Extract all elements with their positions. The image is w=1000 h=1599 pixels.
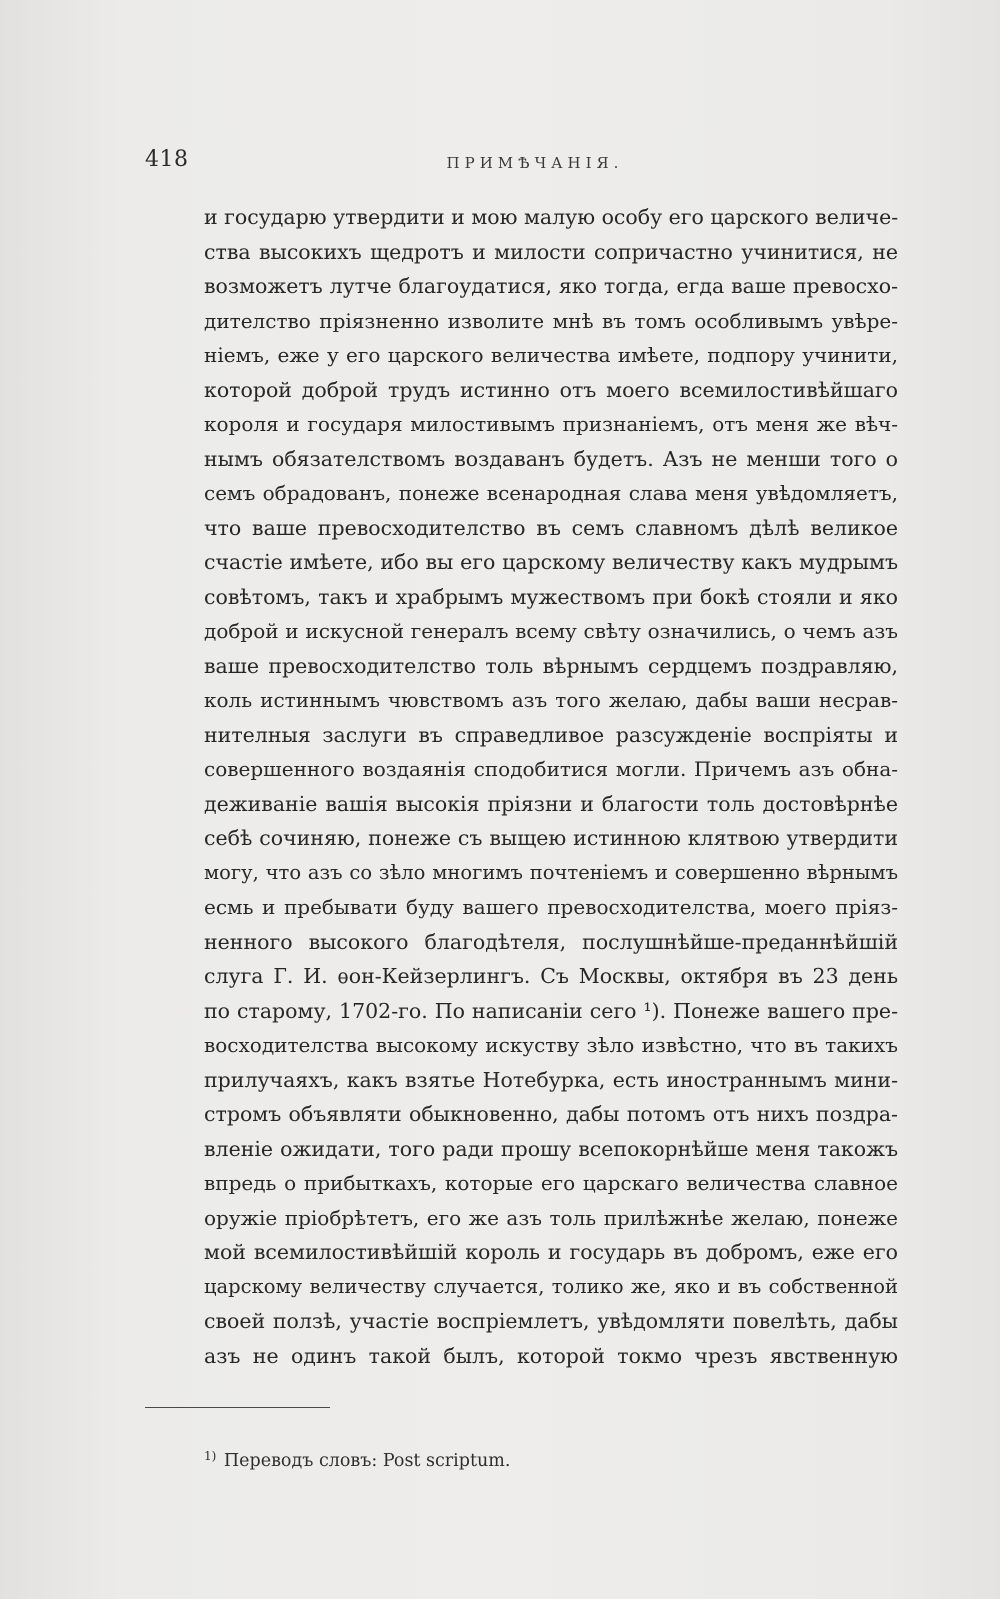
body-text	[204, 200, 898, 1373]
text-line: себѣ сочиняю, понеже съ выщею истинною клятвою утвердити	[204, 826, 898, 850]
text-line: нителныя заслуги въ справедливое разсужденіе воспріяты и	[204, 722, 898, 747]
text-line: дителство пріязненно изволите мнѣ въ томъ особливымъ увѣре-	[204, 308, 898, 333]
text-line: и государю утвердити и мою малую особу его царского величе-	[204, 205, 899, 229]
text-line: совершенного воздаянія сподобитися могли. Причемъ азъ обна-	[204, 757, 898, 781]
text-line: прилучаяхъ, какъ взятье Нотебурка, есть иностраннымъ мини-	[204, 1067, 898, 1092]
text-line: деживаніе вашія высокія пріязни и благости толь достовѣрнѣе	[204, 791, 898, 816]
text-line: восходителства высокому искуству зѣло извѣстно, что въ такихъ	[204, 1033, 898, 1057]
text-line: семъ обрадованъ, понеже всенародная слава меня увѣдомляетъ,	[204, 481, 898, 505]
text-line: которой доброй трудъ истинно отъ моего всемилостивѣйшаго	[204, 377, 898, 402]
footnote	[204, 1449, 510, 1471]
text-line: азъ не одинъ такой былъ, которой токмо чрезъ явственную	[204, 1343, 898, 1368]
text-line: вленіе ожидати, того ради прошу всепокорнѣйше меня такожъ	[204, 1136, 898, 1161]
text-line: могу, что азъ со зѣло многимъ почтеніемъ и совершенно вѣрнымъ	[204, 860, 898, 884]
text-line: стромъ объявляти обыкновенно, дабы потомъ отъ нихъ поздра-	[204, 1102, 898, 1126]
text-line: слуга Г. И. ѳон-Кейзерлингъ. Съ Москвы, октября въ 23 день	[204, 964, 898, 988]
text-line: возможетъ лутче благоудатися, яко тогда, егда ваше превосхо-	[204, 274, 898, 298]
footnote-marker: 1)	[204, 1449, 217, 1463]
page-number: 418	[145, 147, 189, 172]
text-line: ваше превосходителство толь вѣрнымъ сердцемъ поздравляю,	[204, 653, 898, 678]
text-line: нымъ обязателствомъ воздаванъ будетъ. Азъ не менши того о	[204, 446, 898, 471]
text-line: царскому величеству случается, толико же, яко и въ собственной	[204, 1274, 898, 1298]
text-line: своей ползѣ, участіе воспріемлетъ, увѣдомляти повелѣть, дабы	[204, 1309, 898, 1333]
text-line: мой всемилостивѣйшій король и государь въ добромъ, еже его	[204, 1240, 898, 1264]
text-line: по старому, 1702-го. По написаніи сего ¹). Понеже вашего пре-	[204, 998, 898, 1023]
text-line: коль истиннымъ чювствомъ азъ того желаю, дабы ваши несрав-	[204, 688, 898, 712]
footnote-divider	[145, 1407, 330, 1408]
text-line: совѣтомъ, такъ и храбрымъ мужествомъ при бокѣ стояли и яко	[204, 584, 898, 609]
text-line: ства высокихъ щедротъ и милости сопричастно учинитися, не	[204, 239, 898, 264]
text-line: впредь о прибыткахъ, которые его царскаго величества славное	[204, 1171, 898, 1195]
text-line: доброй и искусной генералъ всему свѣту означились, о чемъ азъ	[204, 619, 898, 643]
text-line: оружіе пріобрѣтетъ, его же азъ толь прилѣжнѣе желаю, понеже	[204, 1205, 898, 1230]
text-line: что ваше превосходителство въ семъ славномъ дѣлѣ великое	[204, 515, 898, 540]
text-line: ненного высокого благодѣтеля, послушнѣйше-преданнѣйшій	[204, 929, 898, 954]
text-line: ніемъ, еже у его царского величества имѣете, подпору учинити,	[204, 343, 898, 367]
footnote-text: Переводъ словъ: Post scriptum.	[223, 1451, 511, 1471]
text-line: счастіе имѣете, ибо вы его царскому величеству какъ мудрымъ	[204, 550, 898, 574]
text-line: есмь и пребывати буду вашего превосходителства, моего пріяз-	[204, 895, 898, 919]
text-line: короля и государя милостивымъ признаніемъ, отъ меня же вѣч-	[204, 412, 898, 436]
running-header: ПРИМѢЧАНІЯ.	[446, 154, 624, 172]
